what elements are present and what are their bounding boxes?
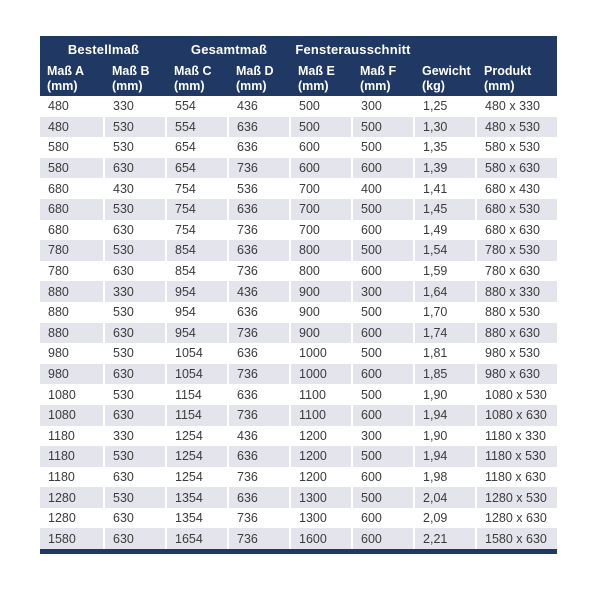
table-cell: 430 (105, 178, 167, 199)
table-cell: 800 (291, 261, 353, 282)
table-cell: 1000 (291, 364, 353, 385)
column-unit: (mm) (47, 79, 78, 93)
table-cell: 600 (353, 323, 415, 344)
table-cell: 530 (105, 446, 167, 467)
table-cell: 630 (105, 323, 167, 344)
table-cell: 1080 (40, 405, 105, 426)
table-cell: 1300 (291, 508, 353, 529)
table-cell: 1,54 (415, 240, 477, 261)
table-cell: 554 (167, 117, 229, 138)
table-cell: 500 (353, 384, 415, 405)
dimensions-table (40, 36, 557, 554)
table-cell: 1,64 (415, 281, 477, 302)
table-cell: 1,39 (415, 158, 477, 179)
table-cell: 630 (105, 508, 167, 529)
table-cell: 500 (353, 199, 415, 220)
column-name: Maß E (298, 64, 335, 78)
table-cell: 1,45 (415, 199, 477, 220)
table-cell: 600 (353, 261, 415, 282)
table-cell: 1,41 (415, 178, 477, 199)
table-cell: 480 (40, 117, 105, 138)
table-body (40, 96, 557, 549)
table-cell: 980 (40, 364, 105, 385)
table-cell: 680 (40, 199, 105, 220)
table-cell: 980 x 530 (477, 343, 557, 364)
table-cell: 680 x 430 (477, 178, 557, 199)
table-cell: 1354 (167, 508, 229, 529)
table-cell: 600 (353, 528, 415, 549)
table-row (40, 302, 557, 323)
column-header-mass-a (40, 62, 105, 96)
column-header-mass-c (167, 62, 229, 96)
table-cell: 500 (353, 240, 415, 261)
table-cell: 954 (167, 323, 229, 344)
table-cell: 1,98 (415, 467, 477, 488)
column-header-row (40, 62, 557, 96)
table-cell: 530 (105, 384, 167, 405)
table-cell: 630 (105, 220, 167, 241)
table-cell: 1,74 (415, 323, 477, 344)
table-cell: 300 (353, 281, 415, 302)
table-cell: 736 (229, 528, 291, 549)
table-row (40, 220, 557, 241)
table-cell: 1,49 (415, 220, 477, 241)
table-cell: 636 (229, 446, 291, 467)
table-cell: 436 (229, 96, 291, 117)
column-header-produkt (477, 62, 557, 96)
table-cell: 880 (40, 323, 105, 344)
table-cell: 1280 (40, 487, 105, 508)
table-cell: 680 (40, 220, 105, 241)
table-cell: 600 (291, 158, 353, 179)
table-cell: 636 (229, 137, 291, 158)
table-cell: 530 (105, 137, 167, 158)
column-unit: (mm) (112, 79, 143, 93)
table-cell: 880 x 630 (477, 323, 557, 344)
table-cell: 330 (105, 96, 167, 117)
table-row (40, 528, 557, 549)
table-cell: 1154 (167, 384, 229, 405)
table-cell: 530 (105, 343, 167, 364)
table-cell: 736 (229, 467, 291, 488)
table-row (40, 261, 557, 282)
table-row (40, 240, 557, 261)
table-cell: 880 x 530 (477, 302, 557, 323)
table-cell: 1,25 (415, 96, 477, 117)
table-cell: 680 x 530 (477, 199, 557, 220)
table-cell: 630 (105, 467, 167, 488)
table-cell: 636 (229, 302, 291, 323)
table-cell: 580 x 630 (477, 158, 557, 179)
table-row (40, 323, 557, 344)
table-cell: 1,35 (415, 137, 477, 158)
table-cell: 630 (105, 261, 167, 282)
table-cell: 736 (229, 261, 291, 282)
table-cell: 580 (40, 137, 105, 158)
column-header-mass-d (229, 62, 291, 96)
table-cell: 780 (40, 240, 105, 261)
table-cell: 480 x 530 (477, 117, 557, 138)
table-cell: 736 (229, 405, 291, 426)
column-unit: (mm) (298, 79, 329, 93)
table-cell: 600 (353, 158, 415, 179)
column-name: Produkt (484, 64, 532, 78)
table-cell: 1280 x 630 (477, 508, 557, 529)
table-cell: 700 (291, 178, 353, 199)
column-header-mass-f (353, 62, 415, 96)
table-cell: 1254 (167, 426, 229, 447)
table-row (40, 467, 557, 488)
table-cell: 1600 (291, 528, 353, 549)
table-cell: 536 (229, 178, 291, 199)
table-cell: 600 (353, 220, 415, 241)
table-cell: 1580 (40, 528, 105, 549)
table-cell: 500 (353, 446, 415, 467)
table-cell: 780 x 630 (477, 261, 557, 282)
column-unit: (mm) (174, 79, 205, 93)
dimensions-table-container (40, 36, 557, 554)
table-cell: 636 (229, 117, 291, 138)
column-unit: (mm) (236, 79, 267, 93)
column-name: Maß D (236, 64, 274, 78)
table-row (40, 426, 557, 447)
table-cell: 530 (105, 117, 167, 138)
table-cell: 436 (229, 281, 291, 302)
table-cell: 1154 (167, 405, 229, 426)
table-cell: 480 (40, 96, 105, 117)
table-cell: 736 (229, 364, 291, 385)
table-row (40, 158, 557, 179)
table-row (40, 137, 557, 158)
table-cell: 2,04 (415, 487, 477, 508)
table-cell: 700 (291, 199, 353, 220)
table-cell: 1254 (167, 446, 229, 467)
column-name: Maß A (47, 64, 85, 78)
table-cell: 1280 x 530 (477, 487, 557, 508)
table-cell: 636 (229, 384, 291, 405)
table-cell: 1,94 (415, 405, 477, 426)
table-cell: 1,90 (415, 426, 477, 447)
table-cell: 636 (229, 199, 291, 220)
table-cell: 600 (353, 364, 415, 385)
table-row (40, 487, 557, 508)
table-cell: 1054 (167, 343, 229, 364)
table-cell: 880 (40, 281, 105, 302)
table-cell: 1080 x 630 (477, 405, 557, 426)
table-row (40, 446, 557, 467)
column-header-gewicht (415, 62, 477, 96)
table-cell: 1300 (291, 487, 353, 508)
table-cell: 1080 x 530 (477, 384, 557, 405)
table-cell: 780 x 530 (477, 240, 557, 261)
table-cell: 700 (291, 220, 353, 241)
table-row (40, 96, 557, 117)
table-cell: 1180 (40, 426, 105, 447)
table-cell: 1354 (167, 487, 229, 508)
table-cell: 980 (40, 343, 105, 364)
table-cell: 654 (167, 137, 229, 158)
table-cell: 530 (105, 487, 167, 508)
table-cell: 1180 (40, 446, 105, 467)
table-cell: 554 (167, 96, 229, 117)
table-cell: 980 x 630 (477, 364, 557, 385)
table-cell: 600 (291, 137, 353, 158)
table-cell: 880 (40, 302, 105, 323)
table-cell: 1,85 (415, 364, 477, 385)
column-header-mass-b (105, 62, 167, 96)
table-cell: 300 (353, 96, 415, 117)
table-cell: 1100 (291, 384, 353, 405)
table-cell: 500 (353, 137, 415, 158)
table-cell: 1,30 (415, 117, 477, 138)
table-cell: 1200 (291, 467, 353, 488)
table-cell: 1280 (40, 508, 105, 529)
table-cell: 736 (229, 158, 291, 179)
table-cell: 636 (229, 343, 291, 364)
table-cell: 400 (353, 178, 415, 199)
table-cell: 1080 (40, 384, 105, 405)
table-cell: 1654 (167, 528, 229, 549)
table-cell: 630 (105, 158, 167, 179)
table-cell: 630 (105, 528, 167, 549)
table-cell: 654 (167, 158, 229, 179)
column-unit: (mm) (360, 79, 391, 93)
table-cell: 680 (40, 178, 105, 199)
table-cell: 754 (167, 199, 229, 220)
table-cell: 1180 x 330 (477, 426, 557, 447)
table-cell: 1200 (291, 426, 353, 447)
table-cell: 1200 (291, 446, 353, 467)
group-header-gesamtmass: Gesamtmaß (167, 36, 291, 62)
table-cell: 636 (229, 240, 291, 261)
table-cell: 1,81 (415, 343, 477, 364)
table-row (40, 364, 557, 385)
table-cell: 630 (105, 364, 167, 385)
table-cell: 900 (291, 281, 353, 302)
table-cell: 954 (167, 302, 229, 323)
table-cell: 600 (353, 508, 415, 529)
table-cell: 330 (105, 426, 167, 447)
group-header-row (40, 36, 557, 62)
table-row (40, 117, 557, 138)
table-cell: 736 (229, 508, 291, 529)
table-cell: 300 (353, 426, 415, 447)
column-name: Maß B (112, 64, 150, 78)
column-name: Maß C (174, 64, 212, 78)
table-cell: 1,90 (415, 384, 477, 405)
table-cell: 330 (105, 281, 167, 302)
table-cell: 480 x 330 (477, 96, 557, 117)
table-cell: 500 (353, 302, 415, 323)
table-row (40, 384, 557, 405)
table-cell: 500 (353, 117, 415, 138)
column-name: Maß F (360, 64, 397, 78)
table-cell: 900 (291, 302, 353, 323)
table-cell: 900 (291, 323, 353, 344)
table-cell: 1,94 (415, 446, 477, 467)
column-header-mass-e (291, 62, 353, 96)
table-cell: 1580 x 630 (477, 528, 557, 549)
table-row (40, 405, 557, 426)
table-cell: 630 (105, 405, 167, 426)
table-cell: 530 (105, 302, 167, 323)
group-header-fensterausschnitt: Fensterausschnitt (291, 36, 415, 62)
table-cell: 1054 (167, 364, 229, 385)
table-row (40, 281, 557, 302)
table-cell: 736 (229, 220, 291, 241)
table-cell: 2,09 (415, 508, 477, 529)
table-cell: 1180 x 630 (477, 467, 557, 488)
table-cell: 1000 (291, 343, 353, 364)
table-row (40, 178, 557, 199)
table-header (40, 36, 557, 96)
table-cell: 854 (167, 261, 229, 282)
table-cell: 1100 (291, 405, 353, 426)
column-name: Gewicht (422, 64, 471, 78)
table-cell: 800 (291, 240, 353, 261)
table-row (40, 343, 557, 364)
table-cell: 1180 x 530 (477, 446, 557, 467)
table-cell: 500 (291, 117, 353, 138)
table-cell: 754 (167, 220, 229, 241)
table-cell: 580 (40, 158, 105, 179)
table-cell: 736 (229, 323, 291, 344)
table-cell: 954 (167, 281, 229, 302)
table-cell: 854 (167, 240, 229, 261)
table-cell: 600 (353, 467, 415, 488)
column-unit: (kg) (422, 79, 445, 93)
table-cell: 530 (105, 199, 167, 220)
table-cell: 1254 (167, 467, 229, 488)
table-cell: 680 x 630 (477, 220, 557, 241)
table-cell: 1,70 (415, 302, 477, 323)
table-cell: 636 (229, 487, 291, 508)
table-row (40, 199, 557, 220)
table-cell: 1,59 (415, 261, 477, 282)
table-cell: 2,21 (415, 528, 477, 549)
group-header-bestellmass: Bestellmaß (40, 36, 167, 62)
table-cell: 780 (40, 261, 105, 282)
table-cell: 500 (291, 96, 353, 117)
table-cell: 436 (229, 426, 291, 447)
table-cell: 530 (105, 240, 167, 261)
table-cell: 754 (167, 178, 229, 199)
table-cell: 1180 (40, 467, 105, 488)
column-unit: (mm) (484, 79, 515, 93)
table-cell: 880 x 330 (477, 281, 557, 302)
table-cell: 500 (353, 343, 415, 364)
table-cell: 500 (353, 487, 415, 508)
group-header-empty (415, 36, 557, 62)
table-cell: 600 (353, 405, 415, 426)
table-cell: 580 x 530 (477, 137, 557, 158)
table-row (40, 508, 557, 529)
